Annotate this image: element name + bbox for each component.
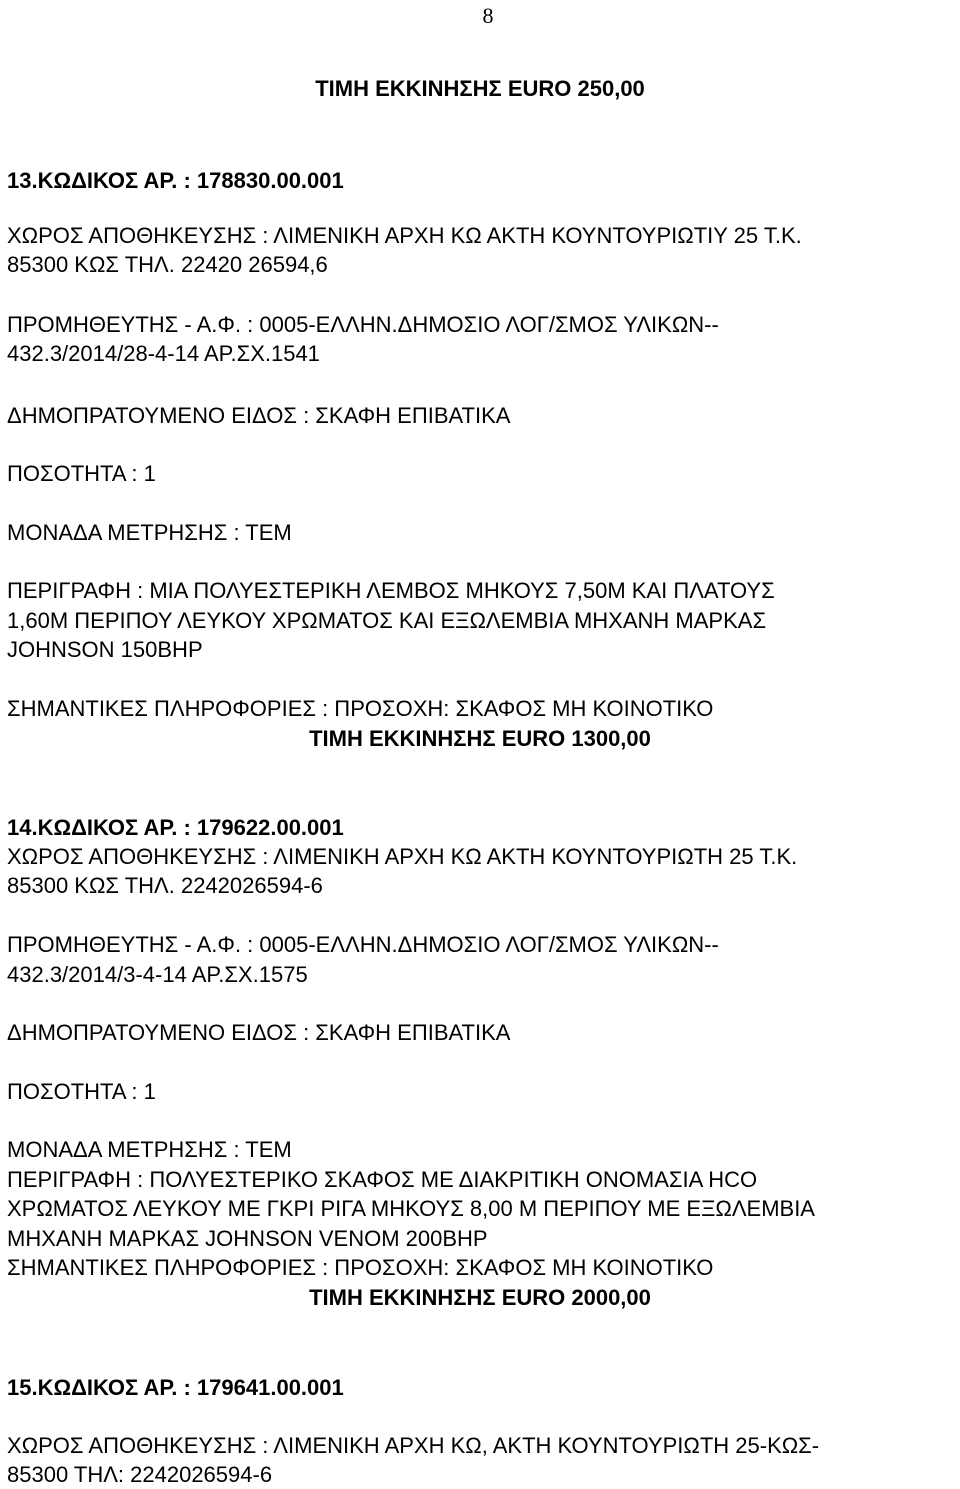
item15-code: 15.ΚΩΔΙΚΟΣ ΑΡ. : 179641.00.001 bbox=[7, 1375, 344, 1400]
item14-description-line1: ΠΕΡΙΓΡΑΦΗ : ΠΟΛΥΕΣΤΕΡΙΚΟ ΣΚΑΦΟΣ ΜΕ ΔΙΑΚΡΙΤΙΚΗ ΟΝΟΜΑΣΙΑ HCO bbox=[7, 1167, 758, 1192]
item14-storage-line1: ΧΩΡΟΣ ΑΠΟΘΗΚΕΥΣΗΣ : ΛΙΜΕΝΙΚΗ ΑΡΧΗ ΚΩ ΑΚΤΗ ΚΟΥΝΤΟΥΡΙΩΤΗ 25 Τ.Κ. bbox=[7, 844, 798, 869]
item13-supplier-line1: ΠΡΟΜΗΘΕΥΤΗΣ - Α.Φ. : 0005-ΕΛΛΗΝ.ΔΗΜΟΣΙΟ ΛΟΓ/ΣΜΟΣ ΥΛΙΚΩΝ-- bbox=[7, 312, 719, 337]
item13-storage-line2: 85300 ΚΩΣ ΤΗΛ. 22420 26594,6 bbox=[7, 252, 328, 277]
item15-storage-line2: 85300 ΤΗΛ: 2242026594-6 bbox=[7, 1462, 273, 1487]
page-number: 8 bbox=[482, 3, 494, 28]
item14-starting-price: ΤΙΜΗ ΕΚΚΙΝΗΣΗΣ EURO 2000,00 bbox=[309, 1285, 651, 1310]
item14-type: ΔΗΜΟΠΡΑΤΟΥΜΕΝΟ ΕΙΔΟΣ : ΣΚΑΦΗ ΕΠΙΒΑΤΙΚΑ bbox=[7, 1020, 511, 1045]
item14-notes: ΣΗΜΑΝΤΙΚΕΣ ΠΛΗΡΟΦΟΡΙΕΣ : ΠΡΟΣΟΧΗ: ΣΚΑΦΟΣ ΜΗ ΚΟΙΝΟΤΙΚΟ bbox=[7, 1255, 714, 1280]
item13-starting-price: ΤΙΜΗ ΕΚΚΙΝΗΣΗΣ EURO 1300,00 bbox=[309, 726, 651, 751]
item14-code: 14.ΚΩΔΙΚΟΣ ΑΡ. : 179622.00.001 bbox=[7, 815, 344, 840]
item14-unit: ΜΟΝΑΔΑ ΜΕΤΡΗΣΗΣ : ΤΕΜ bbox=[7, 1137, 292, 1162]
item13-storage-line1: ΧΩΡΟΣ ΑΠΟΘΗΚΕΥΣΗΣ : ΛΙΜΕΝΙΚΗ ΑΡΧΗ ΚΩ ΑΚΤΗ ΚΟΥΝΤΟΥΡΙΩΤΙΥ 25 Τ.Κ. bbox=[7, 223, 802, 248]
item13-notes: ΣΗΜΑΝΤΙΚΕΣ ΠΛΗΡΟΦΟΡΙΕΣ : ΠΡΟΣΟΧΗ: ΣΚΑΦΟΣ ΜΗ ΚΟΙΝΟΤΙΚΟ bbox=[7, 696, 714, 721]
item13-code: 13.ΚΩΔΙΚΟΣ ΑΡ. : 178830.00.001 bbox=[7, 168, 344, 193]
item14-description-line2: ΧΡΩΜΑΤΟΣ ΛΕΥΚΟΥ ΜΕ ΓΚΡΙ ΡΙΓΑ ΜΗΚΟΥΣ 8,00 Μ ΠΕΡΙΠΟΥ ΜΕ ΕΞΩΛΕΜΒΙΑ bbox=[7, 1196, 815, 1221]
item13-description-line1: ΠΕΡΙΓΡΑΦΗ : ΜΙΑ ΠΟΛΥΕΣΤΕΡΙΚΗ ΛΕΜΒΟΣ ΜΗΚΟΥΣ 7,50Μ ΚΑΙ ΠΛΑΤΟΥΣ bbox=[7, 578, 775, 603]
item13-unit: ΜΟΝΑΔΑ ΜΕΤΡΗΣΗΣ : ΤΕΜ bbox=[7, 520, 292, 545]
item14-supplier-line1: ΠΡΟΜΗΘΕΥΤΗΣ - Α.Φ. : 0005-ΕΛΛΗΝ.ΔΗΜΟΣΙΟ ΛΟΓ/ΣΜΟΣ ΥΛΙΚΩΝ-- bbox=[7, 932, 719, 957]
item14-storage-line2: 85300 ΚΩΣ ΤΗΛ. 2242026594-6 bbox=[7, 873, 323, 898]
item15-storage-line1: ΧΩΡΟΣ ΑΠΟΘΗΚΕΥΣΗΣ : ΛΙΜΕΝΙΚΗ ΑΡΧΗ ΚΩ, ΑΚΤΗ ΚΟΥΝΤΟΥΡΙΩΤΗ 25-ΚΩΣ- bbox=[7, 1433, 820, 1458]
item13-description-line3: JOHNSON 150BHP bbox=[7, 637, 203, 662]
item14-quantity: ΠΟΣΟΤΗΤΑ : 1 bbox=[7, 1079, 156, 1104]
item14-supplier-line2: 432.3/2014/3-4-14 ΑΡ.ΣΧ.1575 bbox=[7, 962, 308, 987]
item13-supplier-line2: 432.3/2014/28-4-14 ΑΡ.ΣΧ.1541 bbox=[7, 341, 320, 366]
item13-type: ΔΗΜΟΠΡΑΤΟΥΜΕΝΟ ΕΙΔΟΣ : ΣΚΑΦΗ ΕΠΙΒΑΤΙΚΑ bbox=[7, 403, 511, 428]
item13-description-line2: 1,60Μ ΠΕΡΙΠΟΥ ΛΕΥΚΟΥ ΧΡΩΜΑΤΟΣ ΚΑΙ ΕΞΩΛΕΜΒΙΑ ΜΗΧΑΝΗ ΜΑΡΚΑΣ bbox=[7, 608, 767, 633]
item14-description-line3: ΜΗΧΑΝΗ ΜΑΡΚΑΣ JOHNSON VENOM 200BHP bbox=[7, 1226, 488, 1251]
item13-quantity: ΠΟΣΟΤΗΤΑ : 1 bbox=[7, 461, 156, 486]
starting-price-top: ΤΙΜΗ ΕΚΚΙΝΗΣΗΣ EURO 250,00 bbox=[315, 76, 645, 101]
